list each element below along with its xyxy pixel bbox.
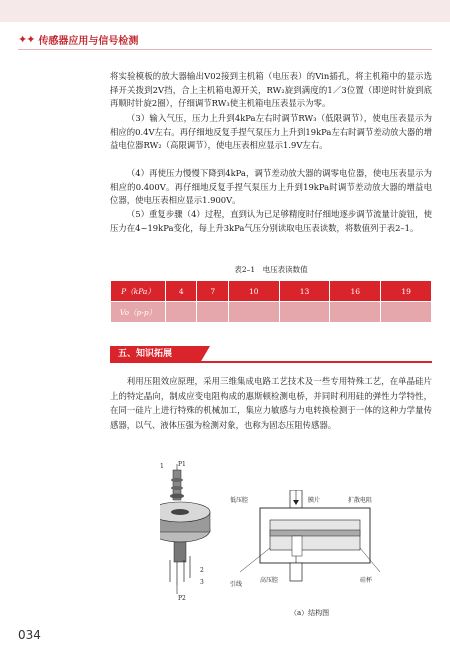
top-band (0, 0, 450, 22)
header-dots-icon: ✦✦ (18, 32, 35, 46)
table-cell-empty (228, 302, 279, 323)
section-title: 五、知识拓展 (110, 346, 200, 363)
table-cell-empty (279, 302, 330, 323)
header-divider (18, 49, 432, 50)
sensor-exterior-figure (160, 460, 230, 610)
page-number: 034 (18, 628, 41, 642)
label-low-chamber: 低压腔 (230, 497, 249, 504)
table-cell: 4 (166, 281, 197, 302)
table-cell: 19 (381, 281, 432, 302)
section-rule (200, 361, 432, 363)
running-header (18, 31, 138, 47)
table-cell-empty (330, 302, 381, 323)
table-cell-empty (166, 302, 197, 323)
table-row-voltage (111, 302, 432, 323)
header-title: 传感器应用与信号检测 (38, 35, 139, 47)
sensor-structure-diagram (230, 490, 400, 600)
paragraph-2: （3）输入气压，压力上升到4kPa左右时调节RW₃（低限调节），使电压表显示为相应的0.4V左右。再仔细地反复手捏气泵压力上升到19kPa左右时调节差动放大器的增益电位器RW₂（高限调节），使电压表相应显示1.9V左右。 (110, 113, 432, 151)
label-high-chamber: 高压腔 (260, 577, 279, 584)
table-cell: 16 (330, 281, 381, 302)
table-cell: 10 (228, 281, 279, 302)
label-membrane: 膜片 (308, 497, 321, 504)
table-header-voltage: Vo（p-p） (111, 302, 166, 323)
paragraph-3: （4）再使压力慢慢下降到4kPa，调节差动放大器的调零电位器，使电压表显示为相应的0.400V。再仔细地反复手捏气泵压力上升到19kPa时调节差动放大器的增益电位器，使电压表相应显示1.900V。 (110, 168, 432, 206)
label-p1: P1 (178, 461, 186, 468)
label-number-1: 1 (160, 463, 164, 470)
table-row-pressure (111, 281, 432, 302)
label-silicon-cup: 硅杯 (360, 577, 373, 584)
paragraph-5: 利用压阻效应原理，采用三维集成电路工艺技术及一些专用特殊工艺，在单晶硅片上的特定晶向，制成应变电阻构成的惠斯顿检测电桥，并同时利用硅的弹性力学特性，在同一硅片上进行特殊的机械加工，集应力敏感与力电转换检测于一体的这种力学量传感器，以气、液体压强为检测对象，也称为固态压阻传感器。 (110, 376, 432, 430)
table-cell: 7 (197, 281, 228, 302)
label-number-2: 2 (200, 567, 204, 574)
paragraph-4: （5）重复步骤（4）过程，直到认为已足够精度时仔细地逐步调节流量计旋钮，使压力在4~19kPa变化，每上升3kPa气压分别读取电压表读数，将数值列于表2–1。 (110, 209, 432, 233)
paragraph-1: 将实验模板的放大器输出V02接到主机箱（电压表）的Vin插孔，将主机箱中的显示选择开关拨到2V挡，合上主机箱电源开关，RW₂旋到满度的1／3位置（即逆时针旋到底再顺时针旋2圈），仔细调节RW₃使主机箱电压表显示为零。 (110, 71, 432, 109)
table-cell-empty (197, 302, 228, 323)
table-cell: 13 (279, 281, 330, 302)
section-heading-bar (110, 346, 432, 363)
table-caption: 表2–1 电压表读数值 (234, 265, 308, 274)
table-cell-empty (381, 302, 432, 323)
table-header-pressure: P（kPa） (111, 281, 166, 302)
label-number-3: 3 (200, 579, 204, 586)
label-p2: P2 (178, 595, 186, 602)
label-lead: 引线 (230, 581, 243, 588)
figure-caption: （a）结构图 (290, 609, 330, 617)
label-diffused-resistor: 扩散电阻 (348, 497, 373, 504)
voltage-reading-table (110, 280, 432, 323)
